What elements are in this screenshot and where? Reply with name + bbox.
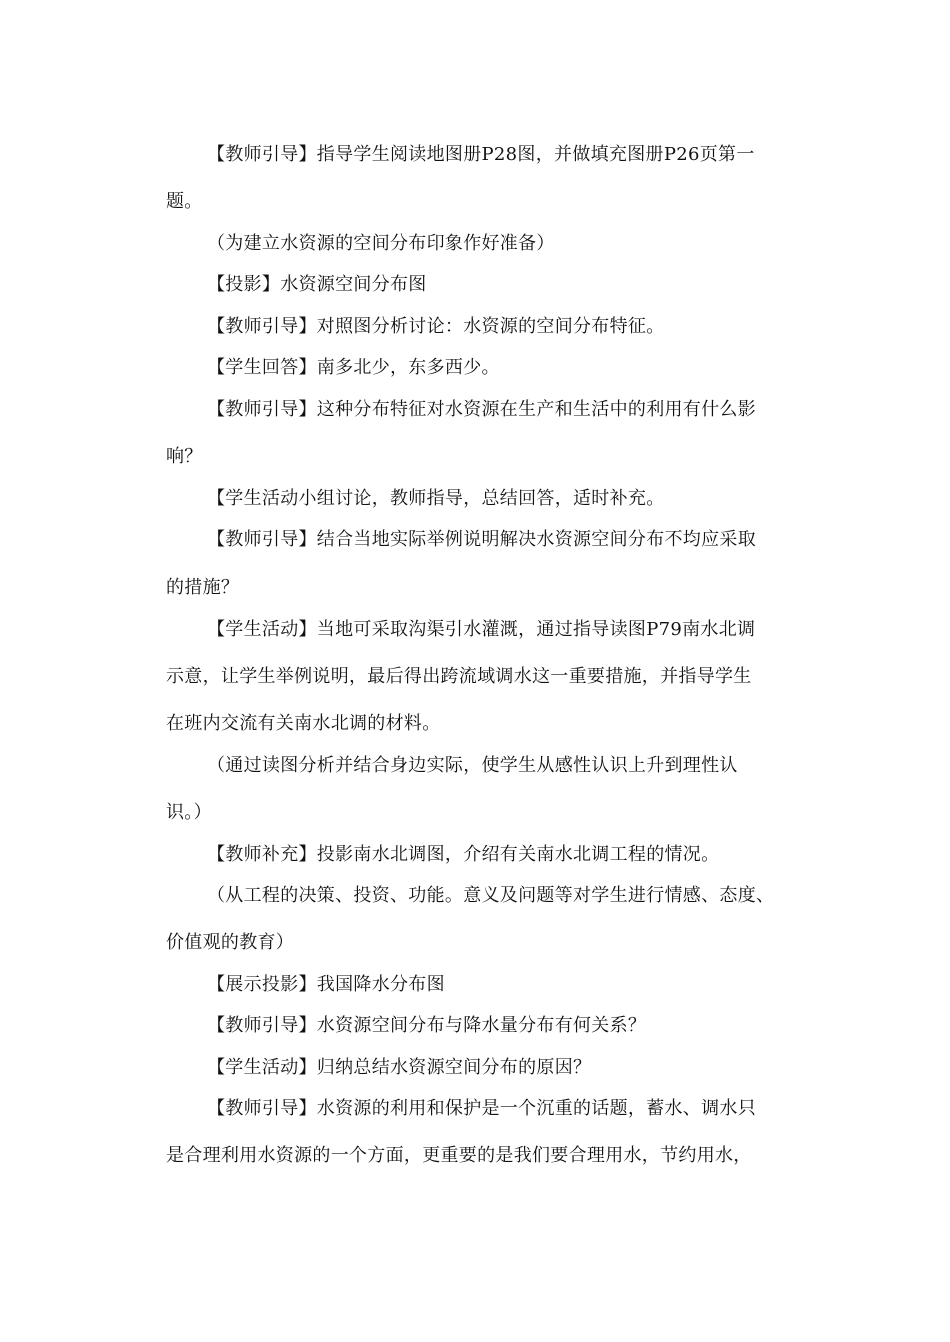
- text-line: 在班内交流有关南水北调的材料。: [166, 713, 441, 734]
- text-line: 示意，让学生举例说明，最后得出跨流域调水这一重要措施，并指导学生: [166, 666, 752, 687]
- text-line: 题。: [166, 191, 203, 212]
- text-line: 【教师引导】指导学生阅读地图册P28图，并做填充图册P26页第一: [207, 144, 755, 165]
- text-line: 【投影】水资源空间分布图: [207, 274, 427, 295]
- text-line: （通过读图分析并结合身边实际，使学生从感性认识上升到理性认: [207, 755, 738, 776]
- text-line: 【教师引导】这种分布特征对水资源在生产和生活中的利用有什么影: [207, 399, 756, 420]
- text-line: 【展示投影】我国降水分布图: [207, 974, 445, 995]
- text-line: 价值观的教育）: [166, 932, 295, 953]
- text-line: 【教师引导】对照图分析讨论：水资源的空间分布特征。: [207, 316, 665, 337]
- text-line: 【教师引导】水资源的利用和保护是一个沉重的话题，蓄水、调水只: [207, 1098, 756, 1119]
- text-line: 【教师补充】投影南水北调图，介绍有关南水北调工程的情况。: [207, 844, 720, 865]
- text-line: 【学生活动】当地可采取沟渠引水灌溉，通过指导读图P79南水北调: [207, 619, 756, 640]
- text-line: 识。）: [166, 802, 212, 823]
- text-line: 响？: [166, 446, 203, 467]
- text-line: （为建立水资源的空间分布印象作好准备）: [207, 233, 555, 254]
- text-line: 【教师引导】结合当地实际举例说明解决水资源空间分布不均应采取: [207, 529, 756, 550]
- text-line: 【学生回答】南多北少，东多西少。: [207, 357, 500, 378]
- text-line: 的措施？: [166, 577, 240, 598]
- text-line: 【学生活动】归纳总结水资源空间分布的原因？: [207, 1057, 592, 1078]
- text-line: （从工程的决策、投资、功能。意义及问题等对学生进行情感、态度、: [207, 885, 775, 906]
- text-line: 是合理利用水资源的一个方面，更重要的是我们要合理用水，节约用水，: [166, 1145, 752, 1166]
- text-line: 【教师引导】水资源空间分布与降水量分布有何关系？: [207, 1015, 647, 1036]
- text-line: 【学生活动小组讨论，教师指导，总结回答，适时补充。: [207, 488, 665, 509]
